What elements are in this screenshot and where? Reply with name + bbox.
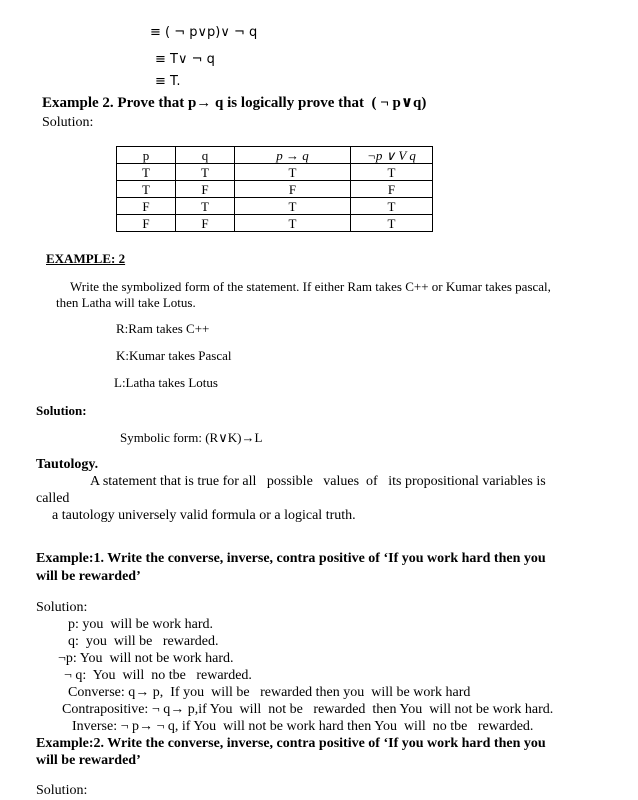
- proof-line-2: ≡ T∨ ¬ q: [155, 52, 215, 67]
- table-row: [117, 181, 433, 198]
- solution-label: Solution:: [42, 115, 94, 130]
- table-cell: F: [117, 198, 176, 215]
- table-row: [117, 215, 433, 232]
- table-cell: F: [117, 215, 176, 232]
- table-cell: T: [176, 198, 235, 215]
- proof-line-1: ≡ ( ¬ p∨p)∨ ¬ q: [150, 25, 258, 40]
- tautology-line-1: A statement that is true for all possible values of its propositional variables is: [90, 474, 546, 489]
- converse: Converse: q→ p, If you will be rewarded then you will be work hard: [68, 685, 471, 700]
- example-1-heading-line-1: Example:1. Write the converse, inverse, contra positive of ‘If you work hard then you: [36, 551, 546, 566]
- table-cell: T: [117, 181, 176, 198]
- table-cell: F: [351, 181, 433, 198]
- tautology-line-3: a tautology universely valid formula or a logical truth.: [52, 508, 356, 523]
- solution-label-2: Solution:: [36, 403, 87, 418]
- example-2b-heading-line-2: will be rewarded’: [36, 753, 141, 768]
- example-2-text-line-2: then Latha will take Lotus.: [56, 295, 196, 310]
- header-not-p-or-q: ¬p ∨ V q: [351, 147, 433, 164]
- table-cell: T: [176, 164, 235, 181]
- table-row: [117, 198, 433, 215]
- proof-line-3: ≡ T.: [155, 74, 181, 89]
- table-cell: T: [351, 215, 433, 232]
- proposition-k: K:Kumar takes Pascal: [116, 348, 232, 363]
- solution-label-4: Solution:: [36, 783, 88, 798]
- example-2b-heading-line-1: Example:2. Write the converse, inverse, contra positive of ‘If you work hard then you: [36, 736, 546, 751]
- proposition-l: L:Latha takes Lotus: [114, 375, 218, 390]
- table-cell: T: [351, 164, 433, 181]
- tautology-line-2: called: [36, 491, 70, 506]
- statement-not-q: ¬ q: You will no tbe rewarded.: [64, 668, 252, 683]
- table-cell: F: [176, 215, 235, 232]
- table-cell: T: [117, 164, 176, 181]
- solution-label-3: Solution:: [36, 600, 88, 615]
- table-cell: T: [351, 198, 433, 215]
- example-2-symbolized-heading: EXAMPLE: 2: [46, 251, 126, 266]
- statement-not-p: ¬p: You will not be work hard.: [58, 651, 234, 666]
- table-cell: T: [235, 215, 351, 232]
- table-row: [117, 164, 433, 181]
- table-header-row: [117, 147, 433, 164]
- header-q: q: [176, 147, 235, 164]
- inverse: Inverse: ¬ p→ ¬ q, if You will not be work hard then You will no tbe rewarded.: [72, 719, 534, 734]
- example-2-text-line-1: Write the symbolized form of the statement. If either Ram takes C++ or Kumar takes pascal,: [70, 279, 551, 294]
- table-cell: F: [235, 181, 351, 198]
- tautology-heading: Tautology.: [36, 457, 99, 472]
- table-cell: T: [235, 164, 351, 181]
- example-1-heading-line-2: will be rewarded’: [36, 569, 141, 584]
- header-p-implies-q: p → q: [235, 147, 351, 164]
- contrapositive: Contrapositive: ¬ q→ p,if You will not be rewarded then You will not be work hard.: [62, 702, 554, 717]
- proposition-r: R:Ram takes C++: [116, 321, 210, 336]
- statement-q: q: you will be rewarded.: [68, 634, 219, 649]
- table-cell: F: [176, 181, 235, 198]
- header-p: p: [117, 147, 176, 164]
- example-2-heading: Example 2. Prove that p→ q is logically prove that ( ¬ p∨q): [42, 95, 427, 111]
- truth-table: [116, 146, 433, 232]
- table-cell: T: [235, 198, 351, 215]
- symbolic-form: Symbolic form: (R∨K)→L: [120, 430, 263, 445]
- statement-p: p: you will be work hard.: [68, 617, 214, 632]
